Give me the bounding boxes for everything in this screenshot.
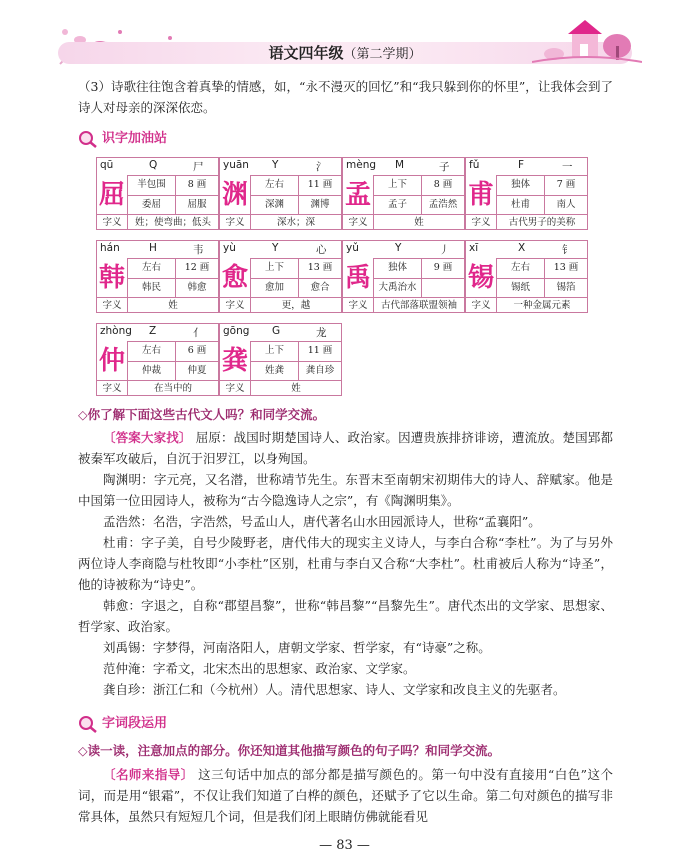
word-2: 龚自珍	[305, 365, 335, 376]
character-glyph: 愈	[220, 258, 251, 298]
answer-tao-yuanming: 陶渊明：字元亮，又名潜，世称靖节先生。东晋末至南朝宋初期伟大的诗人、辞赋家。他是中国第一位田园诗人，被称为“古今隐逸诗人之宗”，有《陶渊明集》。	[78, 472, 613, 508]
answer-qu-yuan: 〔答案大家找〕 屈原：战国时期楚国诗人、政治家。因遭贵族排挤诽谤，遭流放。楚国郢都被秦军攻破后，自沉于汨罗江，以身殉国。	[78, 430, 613, 466]
stroke-count: 11 画	[307, 179, 333, 190]
radical: 子	[439, 161, 450, 173]
capital-letter: Y	[395, 242, 402, 254]
meaning-value: 古代部落联盟领袖	[380, 300, 457, 311]
structure: 独体	[510, 179, 530, 190]
stroke-count: 13 画	[307, 262, 333, 273]
pinyin: yuān	[223, 159, 249, 171]
word-1: 委屈	[141, 199, 161, 210]
stroke-count: 13 画	[553, 262, 579, 273]
section-title-usage: 字词段运用	[78, 712, 167, 733]
character-glyph: 龚	[220, 341, 251, 381]
word-2: 孟浩然	[428, 199, 458, 210]
capital-letter: X	[518, 242, 526, 254]
meaning-key: 字义	[97, 381, 128, 396]
stroke-count: 8 画	[187, 179, 207, 190]
word-1: 大禹治水	[378, 282, 417, 293]
capital-letter: Y	[272, 159, 279, 171]
character-glyph: 锡	[466, 258, 497, 298]
section-title-literacy: 识字加油站	[78, 127, 167, 148]
character-glyph: 渊	[220, 175, 251, 215]
pinyin: yù	[223, 242, 236, 254]
character-glyph: 禹	[343, 258, 374, 298]
stroke-count: 12 画	[184, 262, 210, 273]
page-number: — 83 —	[319, 838, 370, 853]
radical: 钅	[562, 244, 573, 256]
word-1: 杜甫	[510, 199, 530, 210]
meaning-value: 姓	[168, 300, 178, 311]
pinyin: yǔ	[346, 242, 359, 254]
page-header	[58, 20, 632, 66]
stroke-count: 9 画	[433, 262, 453, 273]
word-1: 韩民	[141, 282, 161, 293]
answer-han-yu: 韩愈：字退之，自称“郡望昌黎”，世称“韩昌黎”“昌黎先生”。唐代杰出的文学家、思想家、哲学家、政治家。	[78, 598, 613, 634]
word-1: 愈加	[264, 282, 284, 293]
character-card	[219, 240, 342, 313]
answer-meng-haoran: 孟浩然：名浩，字浩然，号孟山人，唐代著名山水田园派诗人，世称“孟襄阳”。	[103, 514, 541, 529]
character-card	[96, 323, 219, 396]
character-card	[219, 323, 342, 396]
radical: 丿	[439, 244, 450, 256]
magnifier-icon	[78, 715, 98, 733]
radical: 亻	[193, 327, 204, 339]
meaning-key: 字义	[97, 298, 128, 313]
capital-letter: F	[518, 159, 525, 171]
character-card	[96, 157, 219, 230]
meaning-key: 字义	[466, 298, 497, 313]
radical: 韦	[193, 244, 204, 256]
radical: 氵	[316, 161, 327, 173]
radical: 心	[316, 244, 327, 256]
meaning-value: 姓	[291, 383, 301, 394]
house-decoration-icon	[532, 16, 642, 66]
stroke-count: 11 画	[307, 345, 333, 356]
character-card	[465, 240, 588, 313]
character-card	[342, 240, 465, 313]
answer-du-fu: 杜甫：字子美，自号少陵野老，唐代伟大的现实主义诗人，与李白合称“李杜”。为了与另外两位诗人李商隐与杜牧即“小李杜”区别，杜甫与李白又合称“大李杜”。杜甫被后人称为“诗圣”，他的诗被称为“诗史”。	[78, 535, 613, 592]
stroke-count: 7 画	[556, 179, 576, 190]
word-2: 愈合	[310, 282, 330, 293]
stroke-count: 8 画	[433, 179, 453, 190]
character-glyph: 仲	[97, 341, 128, 381]
character-glyph: 韩	[97, 258, 128, 298]
capital-letter: M	[395, 159, 405, 171]
teacher-guide-paragraph: 〔名师来指导〕 这三句话中加点的部分都是描写颜色的。第一句中没有直接用“白色”这个词，而是用“银霜”，不仅让我们知道了白桦的颜色，还赋予了它以生命。第二句对颜色的描写非常具体，虽然只有短短几个词，但是我们闭上眼睛仿佛就能看见	[78, 767, 613, 824]
capital-letter: Y	[272, 242, 279, 254]
page-title: 语文四年级（第二学期）	[268, 44, 422, 62]
answer-fan-zhongyan: 范仲淹：字希文，北宋杰出的思想家、政治家、文学家。	[103, 661, 416, 676]
character-glyph: 孟	[343, 175, 374, 215]
pinyin: qū	[100, 159, 114, 171]
character-card	[465, 157, 588, 230]
meaning-value: 姓	[414, 217, 424, 228]
pinyin: xī	[469, 242, 479, 254]
character-glyph: 甫	[466, 175, 497, 215]
answer-liu-yuxi: 刘禹锡：字梦得，河南洛阳人，唐朝文学家、哲学家，有“诗豪”之称。	[103, 640, 491, 655]
capital-letter: Q	[149, 159, 158, 171]
magnifier-icon	[78, 130, 98, 148]
meaning-key: 字义	[97, 215, 128, 230]
answer-label: 〔答案大家找〕	[103, 430, 192, 445]
word-2: 屈服	[187, 199, 207, 210]
structure: 左右	[510, 262, 530, 273]
meaning-value: 古代男子的美称	[508, 217, 576, 228]
radical: 尸	[193, 161, 204, 173]
word-2: 锡箔	[556, 282, 576, 293]
meaning-value: 更，越	[281, 300, 311, 311]
character-card	[219, 157, 342, 230]
word-2: 南人	[556, 199, 576, 210]
pinyin: mèng	[346, 159, 377, 171]
meaning-key: 字义	[343, 298, 374, 313]
pinyin: zhòng	[100, 325, 132, 337]
character-card	[96, 240, 219, 313]
word-1: 仲裁	[141, 365, 161, 376]
capital-letter: Z	[149, 325, 157, 337]
meaning-key: 字义	[466, 215, 497, 230]
stroke-count: 6 画	[187, 345, 207, 356]
structure: 上下	[387, 179, 407, 190]
character-glyph: 屈	[97, 175, 128, 215]
meaning-value: 一种金属元素	[513, 300, 571, 311]
structure: 独体	[387, 262, 407, 273]
character-card	[342, 157, 465, 230]
meaning-value: 姓；使弯曲；低头	[134, 217, 211, 228]
question-ancient-writers: ◇你了解下面这些古代文人吗？和同学交流。	[78, 407, 326, 422]
word-2: 渊博	[310, 199, 330, 210]
meaning-key: 字义	[343, 215, 374, 230]
structure: 左右	[141, 345, 161, 356]
meaning-value: 在当中的	[153, 383, 192, 394]
structure: 左右	[264, 179, 284, 190]
meaning-key: 字义	[220, 298, 251, 313]
pinyin: hán	[100, 242, 120, 254]
meaning-value: 深水；深	[276, 217, 315, 228]
pinyin: gōng	[223, 325, 250, 337]
teacher-guide-label: 〔名师来指导〕	[103, 767, 194, 782]
structure: 上下	[264, 345, 284, 356]
meaning-key: 字义	[220, 215, 251, 230]
word-1: 深渊	[264, 199, 284, 210]
word-1: 锡纸	[510, 282, 530, 293]
meaning-key: 字义	[220, 381, 251, 396]
capital-letter: H	[149, 242, 157, 254]
pinyin: fǔ	[469, 159, 480, 171]
structure: 上下	[264, 262, 284, 273]
capital-letter: G	[272, 325, 281, 337]
radical: 龙	[316, 327, 327, 339]
radical: 一	[562, 161, 573, 173]
word-1: 孟子	[387, 199, 407, 210]
structure: 半包围	[137, 179, 166, 190]
word-1: 姓龚	[264, 365, 284, 376]
word-2: 仲夏	[187, 365, 207, 376]
word-2: 韩愈	[187, 282, 207, 293]
intro-paragraph: （3）诗歌往往饱含着真挚的情感，如，“永不漫灭的回忆”和“我只躲到你的怀里”，让我体会到了诗人对母亲的深深依恋。	[78, 79, 613, 115]
question-color-sentences: ◇读一读，注意加点的部分。你还知道其他描写颜色的句子吗？和同学交流。	[78, 743, 501, 758]
answer-gong-zizhen: 龚自珍：浙江仁和（今杭州）人。清代思想家、诗人、文学家和改良主义的先驱者。	[103, 682, 566, 697]
structure: 左右	[141, 262, 161, 273]
